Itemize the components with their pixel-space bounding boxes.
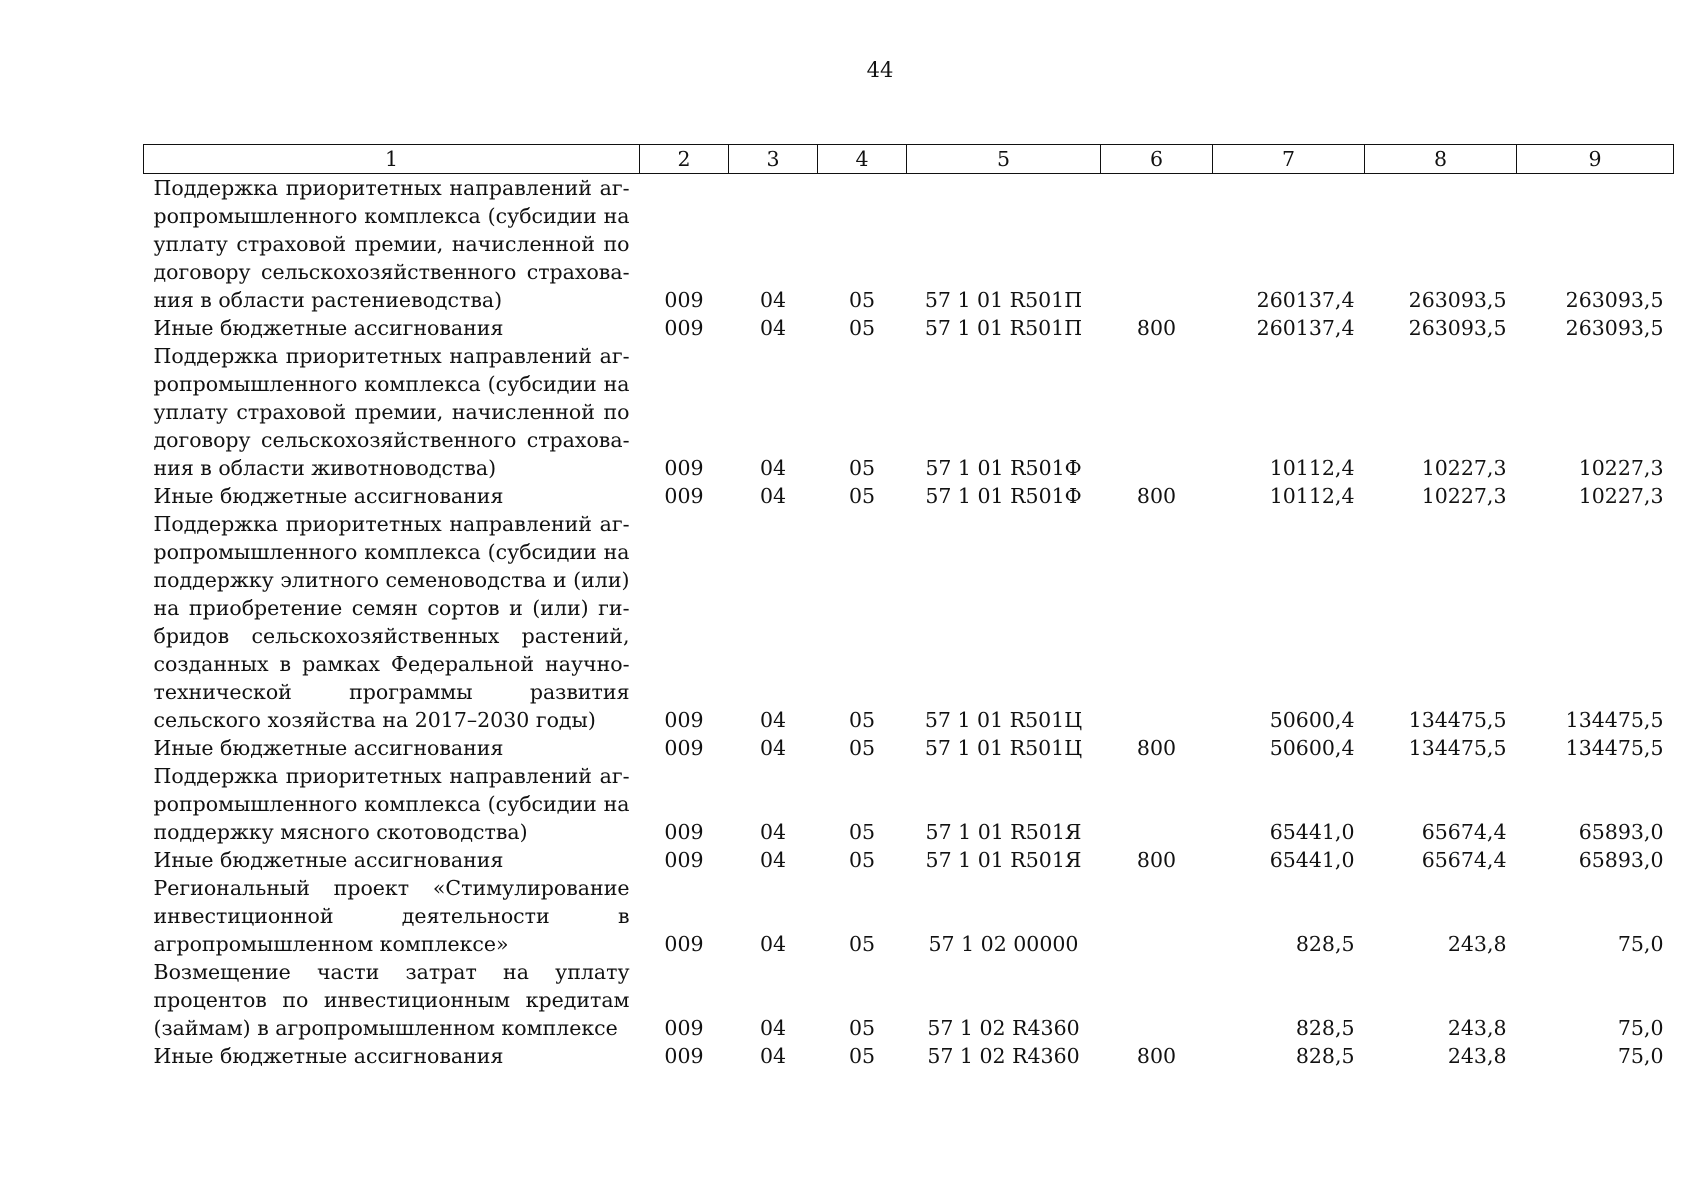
row-description: Региональный проект «Стимулирование инвестиционной деятельности в агропромышленном комплексе» xyxy=(153,876,630,956)
row-col-9: 134475,5 xyxy=(1565,708,1664,732)
row-col-4: 05 xyxy=(848,1044,876,1068)
row-col-4: 05 xyxy=(848,932,876,956)
row-col-5: 57 1 01 R501Ц xyxy=(924,708,1083,732)
row-col-7: 260137,4 xyxy=(1256,316,1355,340)
row-description: Иные бюджетные ассигнования xyxy=(153,736,504,760)
row-col-4: 05 xyxy=(848,736,876,760)
row-col-3: 04 xyxy=(759,708,787,732)
row-col-5: 57 1 01 R501Ф xyxy=(925,456,1082,480)
row-col-7: 260137,4 xyxy=(1256,288,1355,312)
row-col-2: 009 xyxy=(664,456,704,480)
header-col-4: 4 xyxy=(818,145,907,174)
row-col-8: 263093,5 xyxy=(1408,316,1507,340)
header-col-1: 1 xyxy=(144,145,640,174)
row-description: Поддержка приоритетных направлений агропромышленного комплекса (субсидии на уплату страховой премии, начисленной по договору сельскохозяйственного страхования в области животноводства) xyxy=(153,344,630,480)
row-col-8: 243,8 xyxy=(1447,932,1507,956)
row-col-3: 04 xyxy=(759,848,787,872)
table-row xyxy=(144,762,1674,846)
header-row xyxy=(144,145,1674,174)
row-col-6 xyxy=(1101,874,1213,958)
row-col-2: 009 xyxy=(664,484,704,508)
row-col-7: 828,5 xyxy=(1295,1016,1355,1040)
row-col-3: 04 xyxy=(759,932,787,956)
row-col-3: 04 xyxy=(759,820,787,844)
row-col-3: 04 xyxy=(759,1044,787,1068)
row-description: Возмещение части затрат на уплату процентов по инвестиционным кредитам (займам) в агропромышленном комплексе xyxy=(153,960,630,1040)
row-col-8: 263093,5 xyxy=(1408,288,1507,312)
table-row xyxy=(144,958,1674,1042)
row-col-2: 009 xyxy=(664,820,704,844)
row-col-4: 05 xyxy=(848,456,876,480)
row-col-5: 57 1 02 R4360 xyxy=(927,1016,1080,1040)
row-col-7: 828,5 xyxy=(1295,932,1355,956)
table-row xyxy=(144,734,1674,762)
row-col-3: 04 xyxy=(759,484,787,508)
row-col-5: 57 1 01 R501Ф xyxy=(925,484,1082,508)
header-col-7: 7 xyxy=(1213,145,1365,174)
row-col-8: 134475,5 xyxy=(1408,708,1507,732)
row-col-7: 50600,4 xyxy=(1269,708,1355,732)
row-col-6 xyxy=(1101,342,1213,482)
row-col-6 xyxy=(1101,510,1213,734)
row-col-5: 57 1 02 00000 xyxy=(928,932,1079,956)
row-description: Поддержка приоритетных направлений агропромышленного комплекса (субсидии на поддержку элитного семеноводства и (или) на приобретение семян сортов и (или) гибридов сельскохозяйственных растений, созданных в рамках Федеральной научно-технической программы развития сельского хозяйства на 2017–2030 годы) xyxy=(153,512,630,732)
row-description: Иные бюджетные ассигнования xyxy=(153,1044,504,1068)
header-col-5: 5 xyxy=(907,145,1101,174)
row-col-2: 009 xyxy=(664,1016,704,1040)
row-col-5: 57 1 01 R501Я xyxy=(925,848,1082,872)
row-col-6 xyxy=(1101,174,1213,315)
header-col-3: 3 xyxy=(729,145,818,174)
row-col-6 xyxy=(1101,762,1213,846)
row-col-6 xyxy=(1101,958,1213,1042)
row-col-4: 05 xyxy=(848,1016,876,1040)
page-number: 44 xyxy=(866,58,894,82)
row-col-2: 009 xyxy=(664,288,704,312)
row-col-5: 57 1 01 R501Ц xyxy=(924,736,1083,760)
row-description: Иные бюджетные ассигнования xyxy=(153,848,504,872)
row-description: Поддержка приоритетных направлений агропромышленного комплекса (субсидии на уплату страховой премии, начисленной по договору сельскохозяйственного страхования в области растениеводства) xyxy=(153,176,630,312)
row-col-2: 009 xyxy=(664,708,704,732)
row-col-7: 65441,0 xyxy=(1269,848,1355,872)
row-col-5: 57 1 01 R501Я xyxy=(925,820,1082,844)
table-header xyxy=(144,145,1674,174)
row-col-8: 10227,3 xyxy=(1421,456,1507,480)
row-col-2: 009 xyxy=(664,316,704,340)
row-col-9: 75,0 xyxy=(1617,1044,1664,1068)
row-col-7: 65441,0 xyxy=(1269,820,1355,844)
budget-table xyxy=(143,144,1674,1070)
header-col-2: 2 xyxy=(640,145,729,174)
row-col-8: 65674,4 xyxy=(1421,820,1507,844)
row-description: Иные бюджетные ассигнования xyxy=(153,484,504,508)
row-col-6: 800 xyxy=(1136,736,1177,760)
row-col-8: 243,8 xyxy=(1447,1016,1507,1040)
table-row xyxy=(144,174,1674,315)
row-col-6: 800 xyxy=(1136,316,1177,340)
row-col-9: 65893,0 xyxy=(1578,848,1664,872)
table-row xyxy=(144,846,1674,874)
row-col-8: 65674,4 xyxy=(1421,848,1507,872)
table-row xyxy=(144,314,1674,342)
header-col-6: 6 xyxy=(1101,145,1213,174)
table-row xyxy=(144,874,1674,958)
row-col-2: 009 xyxy=(664,736,704,760)
row-col-4: 05 xyxy=(848,484,876,508)
row-col-2: 009 xyxy=(664,1044,704,1068)
row-col-4: 05 xyxy=(848,288,876,312)
row-col-3: 04 xyxy=(759,736,787,760)
row-col-6: 800 xyxy=(1136,1044,1177,1068)
row-col-2: 009 xyxy=(664,848,704,872)
row-col-4: 05 xyxy=(848,708,876,732)
row-col-4: 05 xyxy=(848,820,876,844)
row-col-3: 04 xyxy=(759,456,787,480)
row-description: Иные бюджетные ассигнования xyxy=(153,316,504,340)
row-col-9: 65893,0 xyxy=(1578,820,1664,844)
table-body xyxy=(144,174,1674,1071)
header-col-9: 9 xyxy=(1517,145,1674,174)
row-col-7: 50600,4 xyxy=(1269,736,1355,760)
row-col-9: 10227,3 xyxy=(1578,484,1664,508)
row-col-6: 800 xyxy=(1136,848,1177,872)
row-col-9: 75,0 xyxy=(1617,1016,1664,1040)
row-col-3: 04 xyxy=(759,316,787,340)
row-col-8: 10227,3 xyxy=(1421,484,1507,508)
row-col-9: 263093,5 xyxy=(1565,288,1664,312)
row-col-3: 04 xyxy=(759,1016,787,1040)
table-row xyxy=(144,482,1674,510)
row-col-7: 828,5 xyxy=(1295,1044,1355,1068)
row-col-8: 134475,5 xyxy=(1408,736,1507,760)
row-col-3: 04 xyxy=(759,288,787,312)
table-row xyxy=(144,1042,1674,1070)
row-col-6: 800 xyxy=(1136,484,1177,508)
row-col-5: 57 1 01 R501П xyxy=(924,316,1083,340)
row-col-7: 10112,4 xyxy=(1269,456,1355,480)
row-col-9: 134475,5 xyxy=(1565,736,1664,760)
row-col-4: 05 xyxy=(848,848,876,872)
row-col-4: 05 xyxy=(848,316,876,340)
row-col-7: 10112,4 xyxy=(1269,484,1355,508)
row-col-2: 009 xyxy=(664,932,704,956)
row-col-9: 10227,3 xyxy=(1578,456,1664,480)
row-col-9: 263093,5 xyxy=(1565,316,1664,340)
row-description: Поддержка приоритетных направлений агропромышленного комплекса (субсидии на поддержку мясного скотоводства) xyxy=(153,764,630,844)
row-col-5: 57 1 02 R4360 xyxy=(927,1044,1080,1068)
table-row xyxy=(144,342,1674,482)
row-col-8: 243,8 xyxy=(1447,1044,1507,1068)
row-col-5: 57 1 01 R501П xyxy=(924,288,1083,312)
header-col-8: 8 xyxy=(1365,145,1517,174)
table-row xyxy=(144,510,1674,734)
row-col-9: 75,0 xyxy=(1617,932,1664,956)
